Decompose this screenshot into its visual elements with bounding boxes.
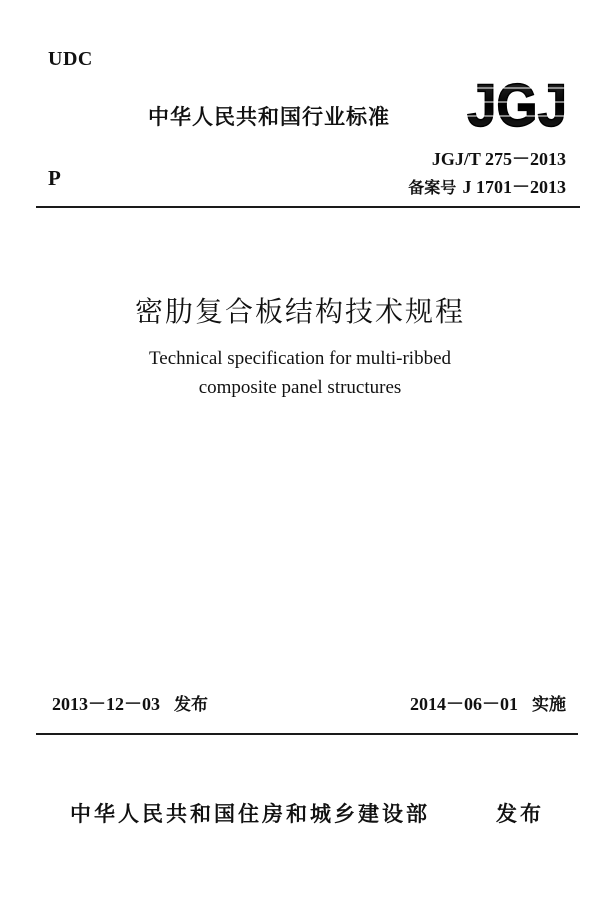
jgj-logo	[464, 72, 570, 134]
title-english-line1: Technical specification for multi-ribbed	[148, 348, 452, 369]
record-number-label: 备案号	[408, 178, 457, 197]
classification-code: P	[48, 166, 61, 190]
implementation-date-value: 2014－06－01	[410, 694, 518, 714]
implementation-date	[410, 690, 566, 716]
standard-number: JGJ/T 275－2013	[431, 149, 566, 169]
record-number-value: J 1701－2013	[462, 177, 566, 197]
jgj-logo-text: JGJ	[467, 72, 567, 134]
record-number	[408, 173, 566, 199]
publish-label: 发布	[496, 802, 544, 826]
udc-label: UDC	[48, 48, 93, 70]
publisher-name: 中华人民共和国住房和城乡建设部	[70, 802, 430, 826]
title-english-line2: composite panel structures	[198, 377, 402, 398]
implementation-date-label: 实施	[532, 695, 566, 715]
title-chinese: 密肋复合板结构技术规程	[134, 295, 465, 328]
header-divider	[36, 206, 580, 208]
standard-category: 中华人民共和国行业标准	[148, 105, 390, 129]
issue-date-label: 发布	[174, 695, 208, 715]
footer-divider	[36, 733, 578, 735]
issue-date	[52, 690, 208, 716]
issue-date-value: 2013－12－03	[52, 694, 160, 714]
